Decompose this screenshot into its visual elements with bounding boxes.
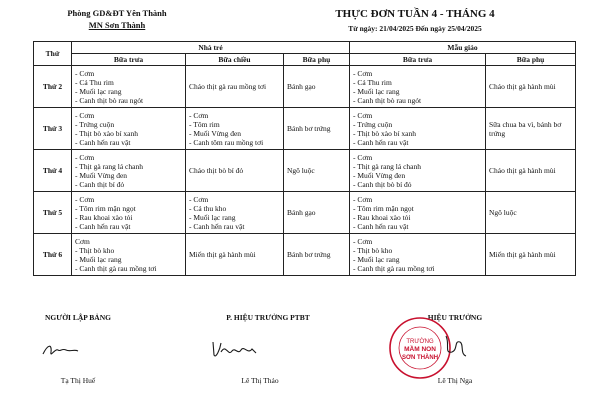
menu-cell-mg-phu (486, 108, 576, 150)
menu-cell-mg-phu (486, 66, 576, 108)
menu-cell-nt-phu (284, 108, 350, 150)
vice-principal-signature (208, 337, 260, 363)
subheader-mg-snack: Bữa phụ (486, 54, 576, 66)
subheader-nt-afternoon: Bữa chiều (186, 54, 284, 66)
table-row (34, 192, 576, 234)
menu-item: - Thịt bò xào bí xanh (353, 128, 416, 138)
stamp-line-2: MẦM NON (404, 346, 436, 353)
menu-cell-nt-chieu (186, 108, 284, 150)
day-cell: Thứ 6 (34, 234, 72, 276)
menu-item: - Cơm (353, 152, 373, 162)
day-cell: Thứ 2 (34, 66, 72, 108)
menu-item: - Thịt bò kho (75, 245, 115, 255)
menu-cell-mg-trua (350, 108, 486, 150)
menu-item: Bánh bơ trứng (287, 124, 331, 134)
menu-item: - Thịt gà rang lá chanh (75, 161, 143, 171)
day-cell: Thứ 4 (34, 150, 72, 192)
menu-item: - Cơm (189, 110, 209, 120)
menu-cell-mg-trua (350, 150, 486, 192)
principal-name: Lê Thị Nga (437, 376, 473, 385)
menu-item: - Cá Thu rim (75, 77, 114, 87)
menu-item: - Muối Vừng đen (75, 170, 128, 180)
menu-item: - Canh thịt bí đỏ (75, 180, 125, 190)
menu-cell-mg-trua (350, 192, 486, 234)
menu-item: Ngô luộc (287, 166, 315, 176)
principal-signature (440, 332, 470, 362)
menu-item: Miến thịt gà hành mùi (189, 250, 256, 260)
menu-item: - Cá thu kho (189, 203, 227, 213)
menu-item: - Trứng cuộn (75, 119, 115, 129)
menu-item: - Cơm (353, 236, 373, 246)
menu-item: - Rau khoai xào tỏi (75, 212, 133, 222)
menu-item: - Canh thịt gà rau mồng tơi (75, 264, 157, 274)
menu-table (33, 41, 576, 276)
menu-item: Bánh gạo (287, 82, 316, 92)
group-mau-giao: Mẫu giáo (350, 42, 576, 54)
date-range: Từ ngày: 21/04/2025 Đến ngày 25/04/2025 (348, 24, 482, 33)
menu-cell-nt-trua (72, 150, 186, 192)
menu-cell-mg-trua (350, 234, 486, 276)
menu-item: - Muối lạc rang (189, 212, 236, 222)
preparer-name: Tạ Thị Huế (60, 376, 96, 385)
table-row (34, 66, 576, 108)
menu-item: - Cơm (189, 194, 209, 204)
menu-item: Cơm (75, 236, 90, 246)
menu-item: - Canh tôm rau mồng tơi (189, 138, 264, 148)
menu-title: THỰC ĐƠN TUẦN 4 - THÁNG 4 (335, 8, 495, 20)
menu-item: - Cơm (353, 68, 373, 78)
menu-cell-nt-chieu (186, 192, 284, 234)
subheader-nt-snack: Bữa phụ (284, 54, 350, 66)
menu-item: - Canh hến rau vặt (75, 222, 131, 232)
menu-cell-nt-chieu (186, 150, 284, 192)
menu-item: - Tôm rim (189, 119, 220, 129)
menu-item: - Cá Thu rim (353, 77, 392, 87)
menu-item: trứng (489, 128, 506, 138)
stamp-line-3: SƠN THÀNH (401, 355, 439, 361)
menu-item: - Muối Vừng đen (189, 128, 242, 138)
day-cell: Thứ 5 (34, 192, 72, 234)
menu-cell-nt-chieu (186, 234, 284, 276)
menu-item: - Muối Vừng đen (353, 170, 406, 180)
col-day-header: Thứ (34, 42, 72, 66)
menu-cell-nt-trua (72, 66, 186, 108)
group-nha-tre: Nhà trẻ (72, 42, 350, 54)
menu-cell-nt-phu (284, 66, 350, 108)
day-cell: Thứ 3 (34, 108, 72, 150)
stamp-line-1: TRƯỜNG (406, 339, 434, 345)
menu-item: Ngô luộc (489, 208, 517, 218)
menu-item: - Canh hến rau vặt (189, 222, 245, 232)
menu-item: - Thịt gà rang lá chanh (353, 161, 421, 171)
menu-item: Cháo thịt gà hành mùi (489, 82, 556, 92)
vice-principal-name: Lê Thị Thảo (241, 376, 279, 385)
menu-item: Cháo thịt gà rau mồng tơi (189, 82, 267, 92)
menu-item: Sữa chua ba vì, bánh bơ (489, 119, 562, 129)
menu-item: Cháo thịt bò bí đỏ (189, 166, 244, 176)
menu-item: - Muối lạc rang (75, 86, 122, 96)
menu-item: - Cơm (75, 110, 95, 120)
menu-cell-mg-trua (350, 66, 486, 108)
menu-cell-nt-trua (72, 192, 186, 234)
menu-cell-nt-phu (284, 150, 350, 192)
menu-item: - Tôm rim mặn ngọt (353, 203, 414, 213)
menu-item: - Rau khoai xào tỏi (353, 212, 411, 222)
menu-item: - Cơm (353, 194, 373, 204)
table-row (34, 234, 576, 276)
menu-item: - Thịt bò xào bí xanh (75, 128, 138, 138)
menu-item: - Canh thịt bò rau ngót (353, 96, 422, 106)
menu-cell-nt-trua (72, 234, 186, 276)
menu-item: - Muối lạc rang (75, 254, 122, 264)
menu-cell-mg-phu (486, 234, 576, 276)
vice-principal-title: P. HIỆU TRƯỞNG PTBT (226, 313, 310, 322)
menu-item: - Canh hến rau vặt (353, 138, 409, 148)
menu-cell-nt-phu (284, 234, 350, 276)
menu-item: - Cơm (75, 194, 95, 204)
menu-item: - Canh hến rau vặt (75, 138, 131, 148)
menu-item: Miến thịt gà hành mùi (489, 250, 556, 260)
menu-cell-nt-phu (284, 192, 350, 234)
menu-item: - Cơm (353, 110, 373, 120)
preparer-title: NGƯỜI LẬP BẢNG (45, 313, 111, 322)
menu-item: - Canh thịt bò rau ngót (75, 96, 144, 106)
menu-item: Bánh bơ trứng (287, 250, 331, 260)
menu-cell-mg-phu (486, 150, 576, 192)
preparer-signature (40, 340, 80, 362)
menu-item: - Tôm rim mặn ngọt (75, 203, 136, 213)
menu-item: - Canh thịt bò bí đỏ (353, 180, 412, 190)
menu-item: - Cơm (75, 68, 95, 78)
subheader-nt-lunch: Bữa trưa (72, 54, 186, 66)
menu-item: - Canh thịt gà rau mồng tơi (353, 264, 435, 274)
menu-cell-nt-chieu (186, 66, 284, 108)
menu-item: - Muối lạc rang (353, 254, 400, 264)
menu-item: Cháo thịt gà hành mùi (489, 166, 556, 176)
table-row (34, 108, 576, 150)
menu-cell-mg-phu (486, 192, 576, 234)
org-header (42, 7, 192, 31)
menu-item: - Thịt bò kho (353, 245, 393, 255)
menu-item: Bánh gạo (287, 208, 316, 218)
principal-title: HIỆU TRƯỞNG (427, 313, 483, 322)
menu-item: - Trứng cuộn (353, 119, 393, 129)
menu-cell-nt-trua (72, 108, 186, 150)
menu-item: - Muối lạc rang (353, 86, 400, 96)
table-row (34, 150, 576, 192)
org-line-1: Phòng GD&ĐT Yên Thành (67, 8, 167, 18)
menu-item: - Cơm (75, 152, 95, 162)
subheader-mg-lunch: Bữa trưa (350, 54, 486, 66)
menu-item: - Canh hến rau vặt (353, 222, 409, 232)
org-line-2: MN Sơn Thành (88, 20, 146, 30)
